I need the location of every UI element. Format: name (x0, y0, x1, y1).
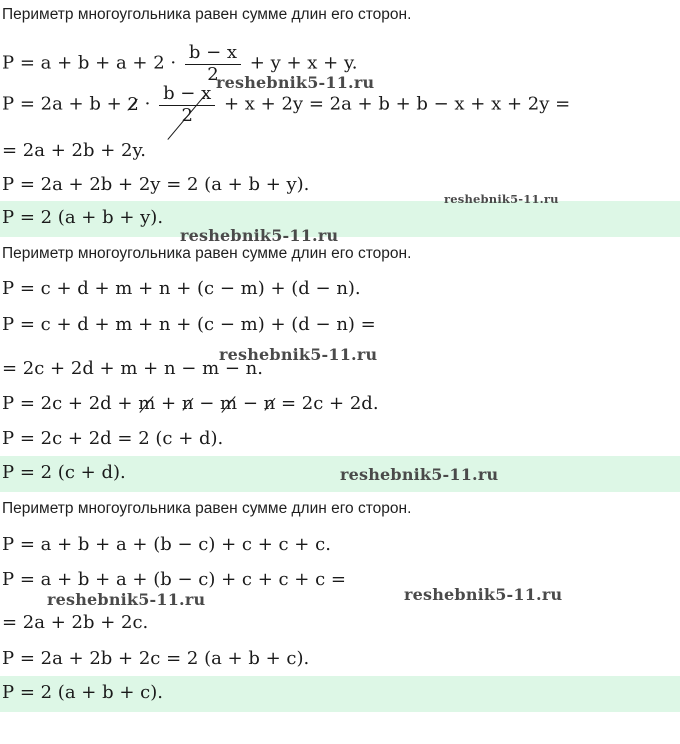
watermark: reshebnik5-11.ru (180, 226, 339, 245)
s2-equation-1: P = c + d + m + n + (c − m) + (d − n). (2, 278, 361, 299)
s3-equation-2: P = a + b + a + (b − c) + c + c + c = (2, 569, 346, 590)
s3-answer: P = 2 (a + b + c). (2, 682, 163, 703)
section-2-heading: Периметр многоугольника равен сумме длин его сторон. (2, 245, 412, 262)
s2-equation-4: P = 2c + 2d + m + n − m − n = 2c + 2d. (2, 393, 379, 414)
section-1-heading: Периметр многоугольника равен сумме длин его сторон. (2, 6, 412, 23)
s2-equation-2: P = c + d + m + n + (c − m) + (d − n) = (2, 314, 376, 335)
s2-equation-5: P = 2c + 2d = 2 (c + d). (2, 428, 224, 449)
s1-fraction: $\frac{b - x}{2}$ (185, 42, 241, 85)
section-3-heading: Периметр многоугольника равен сумме длин его сторон. (2, 500, 412, 517)
s1-answer: P = 2 (a + b + y). (2, 207, 164, 228)
s3-equation-3: = 2a + 2b + 2c. (2, 612, 149, 633)
s2-answer: P = 2 (c + d). (2, 462, 126, 483)
s1-equation-4: P = 2a + 2b + 2y = 2 (a + b + y). (2, 174, 310, 195)
s1-equation-1: P = a + b + a + 2 · $\frac{b - x}{2}$ + y + x + y. (2, 42, 358, 85)
watermark: reshebnik5-11.ru (216, 73, 375, 92)
watermark: reshebnik5-11.ru (47, 590, 206, 609)
watermark: reshebnik5-11.ru (444, 192, 559, 206)
s3-equation-1: P = a + b + a + (b − c) + c + c + c. (2, 534, 331, 555)
s1-equation-2: P = 2a + b + 2 · $\frac{b - x}{2}$ + x + 2y = 2a + b + b − x + x + 2y = (2, 83, 571, 126)
s3-equation-4: P = 2a + 2b + 2c = 2 (a + b + c). (2, 648, 310, 669)
s1-fraction-cancelled: $\frac{b - x}{2}$ (159, 83, 215, 126)
s1-cancelled-2: 2 (127, 93, 139, 115)
s1-equation-3: = 2a + 2b + 2y. (2, 140, 146, 161)
s2-equation-3: = 2c + 2d + m + n − m − n. (2, 358, 263, 379)
watermark: reshebnik5-11.ru (340, 465, 499, 484)
watermark: reshebnik5-11.ru (219, 345, 378, 364)
watermark: reshebnik5-11.ru (404, 585, 563, 604)
